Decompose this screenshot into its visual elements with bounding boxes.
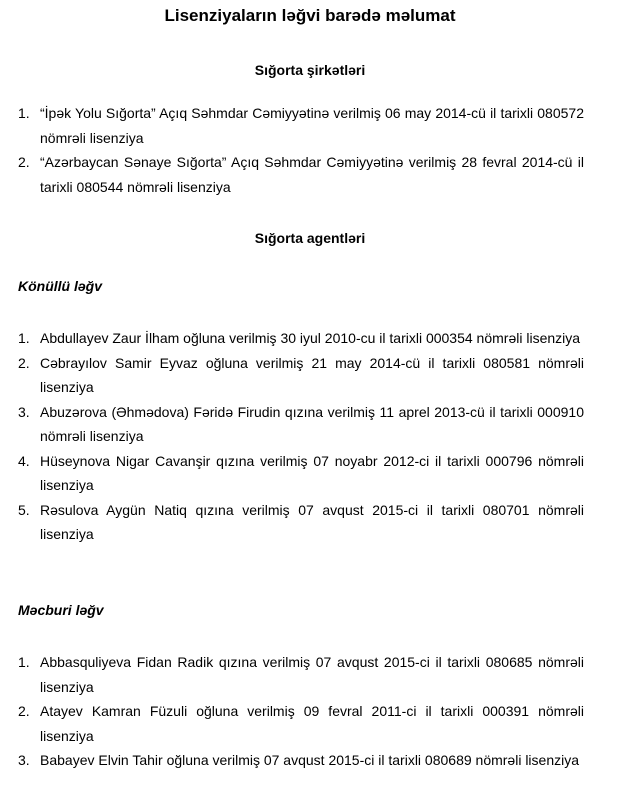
subheading-voluntary: Könüllü ləğv [18,278,102,294]
list-item-number: 2. [18,703,30,719]
document-title: Lisenziyaların ləğvi barədə məlumat [164,6,456,25]
list-item-text: Babayev Elvin Tahir oğluna verilmiş 07 avqust 2015-ci il tarixli 080689 nömrəli lisenziya [40,752,580,768]
section-heading-insurance-agents: Sığorta agentləri [254,230,366,246]
list-item-text: Cəbrayılov Samir Eyvaz oğluna verilmiş 21 may 2014-cü il tarixli 080581 nömrəli lisenziya [40,354,584,395]
list-item-text: Abdullayev Zaur İlham oğluna verilmiş 30 iyul 2010-cu il tarixli 000354 nömrəli lisenziya [40,330,581,346]
list-item [0,400,620,449]
list-item [0,748,620,773]
list-item-text: Abuzərova (Əhmədova) Fəridə Firudin qızına verilmiş 11 aprel 2013-cü il tarixli 000910 nömrəli lisenziya [40,403,584,444]
list-item [0,498,620,547]
list-item [0,101,620,150]
list-item-number: 1. [18,654,30,670]
list-item-number: 1. [18,105,30,121]
list-item-number: 2. [18,354,30,371]
list-item-number: 3. [18,403,30,420]
list-item-number: 4. [18,452,30,469]
list-item-number: 2. [18,154,30,170]
list-item-text: “Azərbaycan Sənaye Sığorta” Açıq Səhmdar Cəmiyyətinə verilmiş 28 fevral 2014-cü il tarixli 080544 nömrəli lisenziya [40,154,584,195]
list-item [0,650,620,699]
list-item [0,699,620,748]
list-item-text: Abbasquliyeva Fidan Radik qızına verilmiş 07 avqust 2015-ci il tarixli 080685 nömrəli lisenziya [40,654,584,695]
list-item [0,449,620,498]
list-item [0,150,620,199]
voluntary-revocation-list [0,326,620,547]
list-item [0,326,620,351]
list-item-text: Rəsulova Aygün Natiq qızına verilmiş 07 avqust 2015-ci il tarixli 080701 nömrəli lisenziya [40,501,584,542]
list-item-number: 5. [18,501,30,518]
list-item-number: 1. [18,330,30,346]
compulsory-revocation-list [0,650,620,773]
section-heading-insurance-companies: Sığorta şirkətləri [254,62,366,78]
subheading-compulsory: Məcburi ləğv [18,602,104,618]
list-item [0,351,620,400]
list-item-text: “İpək Yolu Sığorta” Açıq Səhmdar Cəmiyyətinə verilmiş 06 may 2014-cü il tarixli 080572 nömrəli lisenziya [40,105,584,146]
list-item-text: Hüseynova Nigar Cavanşir qızına verilmiş 07 noyabr 2012-ci il tarixli 000796 nömrəli lisenziya [40,452,584,493]
list-item-number: 3. [18,752,30,768]
insurance-companies-list [0,101,620,199]
list-item-text: Atayev Kamran Füzuli oğluna verilmiş 09 fevral 2011-ci il tarixli 000391 nömrəli lisenziya [40,703,584,744]
